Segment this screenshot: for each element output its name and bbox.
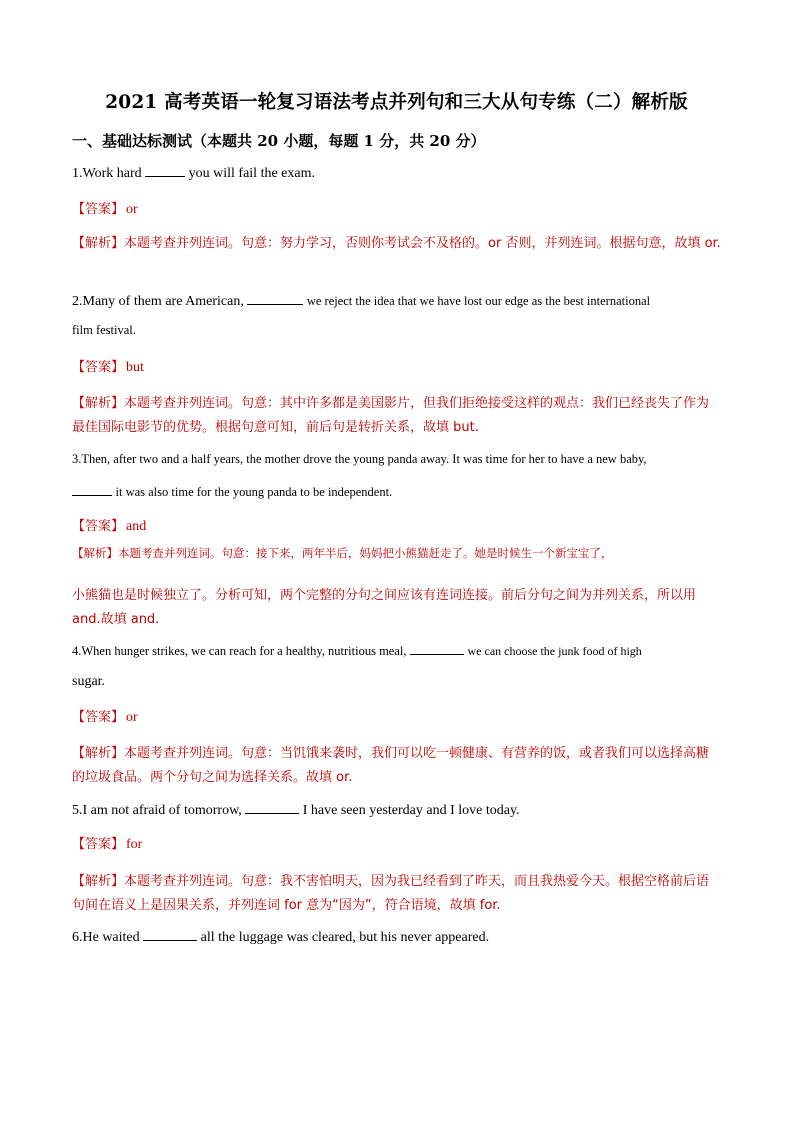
answer-tag: 【答案】 <box>72 710 125 725</box>
analysis-5 <box>72 870 722 918</box>
question-text: I have seen yesterday and I love today. <box>302 803 520 818</box>
answer-value: or <box>126 710 138 725</box>
question-text: all the luggage was cleared, but his never appeared. <box>200 930 490 945</box>
analysis-text: 本题考查并列连词。句意：其中许多都是美国影片，但我们拒绝接受这样的观点：我们已经丧失了作为最佳国际电影节的优势。根据句意可知，前后句是转折关系，故填 but. <box>72 396 710 435</box>
question-text: we reject the idea that we have lost our edge as the best international <box>306 294 651 308</box>
analysis-tag: 【解析】 <box>72 396 125 411</box>
answer-value: and <box>126 519 147 534</box>
answer-tag: 【答案】 <box>72 519 125 534</box>
question-2-continued: film festival. <box>72 323 136 337</box>
answer-value: for <box>126 837 143 852</box>
analysis-4 <box>72 742 722 790</box>
answer-3 <box>72 515 146 535</box>
question-1 <box>72 164 315 182</box>
answer-blank <box>410 642 464 655</box>
section-heading: 一、基础达标测试（本题共 20 小题，每题 1 分，共 20 分） <box>72 132 486 150</box>
question-text: 4.When hunger strikes, we can reach for a healthy, nutritious meal, <box>72 644 407 658</box>
analysis-tag: 【解析】 <box>72 546 118 560</box>
answer-5 <box>72 833 142 853</box>
analysis-tag: 【解析】 <box>72 746 125 761</box>
question-6 <box>72 928 489 946</box>
question-3-continued <box>72 483 392 501</box>
analysis-tag: 【解析】 <box>72 236 125 251</box>
answer-blank <box>145 164 185 177</box>
analysis-text: 本题考查并列连词。句意：接下来，两年半后，妈妈把小熊猫赶走了。她是时候生一个新宝宝了， <box>118 546 613 560</box>
analysis-text: 本题考查并列连词。句意：当饥饿来袭时，我们可以吃一顿健康、有营养的饭，或者我们可以选择高糖的垃圾食品。两个分句之间为选择关系。故填 or. <box>72 746 710 785</box>
question-3: 3.Then, after two and a half years, the mother drove the young panda away. It was time for her to have a new baby, <box>72 452 647 466</box>
question-text: 6.He waited <box>72 930 140 945</box>
question-text: we can choose the junk food of high <box>467 644 642 658</box>
question-4-continued: sugar. <box>72 674 106 689</box>
analysis-text: 本题考查并列连词。句意：我不害怕明天，因为我已经看到了昨天，而且我热爱今天。根据空格前后语句间在语义上是因果关系，并列连词 for 意为“因为”，符合语境，故填 for. <box>72 874 710 913</box>
question-4 <box>72 642 642 660</box>
answer-blank <box>72 483 112 496</box>
answer-tag: 【答案】 <box>72 837 125 852</box>
analysis-3 <box>72 543 722 563</box>
analysis-tag: 【解析】 <box>72 874 125 889</box>
answer-blank <box>143 928 197 941</box>
answer-value: but <box>126 360 144 375</box>
question-text: 1.Work hard <box>72 166 142 181</box>
question-text: you will fail the exam. <box>188 166 315 181</box>
answer-blank <box>247 292 303 305</box>
analysis-text: 本题考查并列连词。句意：努力学习，否则你考试会不及格的。or 否则，并列连词。根据句意，故填 or. <box>124 236 721 251</box>
answer-value: or <box>126 202 138 217</box>
question-2 <box>72 292 650 310</box>
question-5 <box>72 801 520 819</box>
question-text: 5.I am not afraid of tomorrow, <box>72 803 242 818</box>
answer-2 <box>72 356 144 376</box>
answer-tag: 【答案】 <box>72 202 125 217</box>
analysis-3-continued: 小熊猫也是时候独立了。分析可知，两个完整的分句之间应该有连词连接。前后分句之间为并列关系，所以用 and.故填 and. <box>72 588 697 627</box>
answer-blank <box>245 801 299 814</box>
analysis-1 <box>72 232 722 256</box>
answer-4 <box>72 706 138 726</box>
question-text: it was also time for the young panda to be independent. <box>115 485 393 499</box>
answer-tag: 【答案】 <box>72 360 125 375</box>
question-text: 2.Many of them are American, <box>72 294 244 309</box>
analysis-2 <box>72 392 722 440</box>
answer-1 <box>72 198 138 218</box>
document-title: 2021 高考英语一轮复习语法考点并列句和三大从句专练（二）解析版 <box>105 92 688 113</box>
